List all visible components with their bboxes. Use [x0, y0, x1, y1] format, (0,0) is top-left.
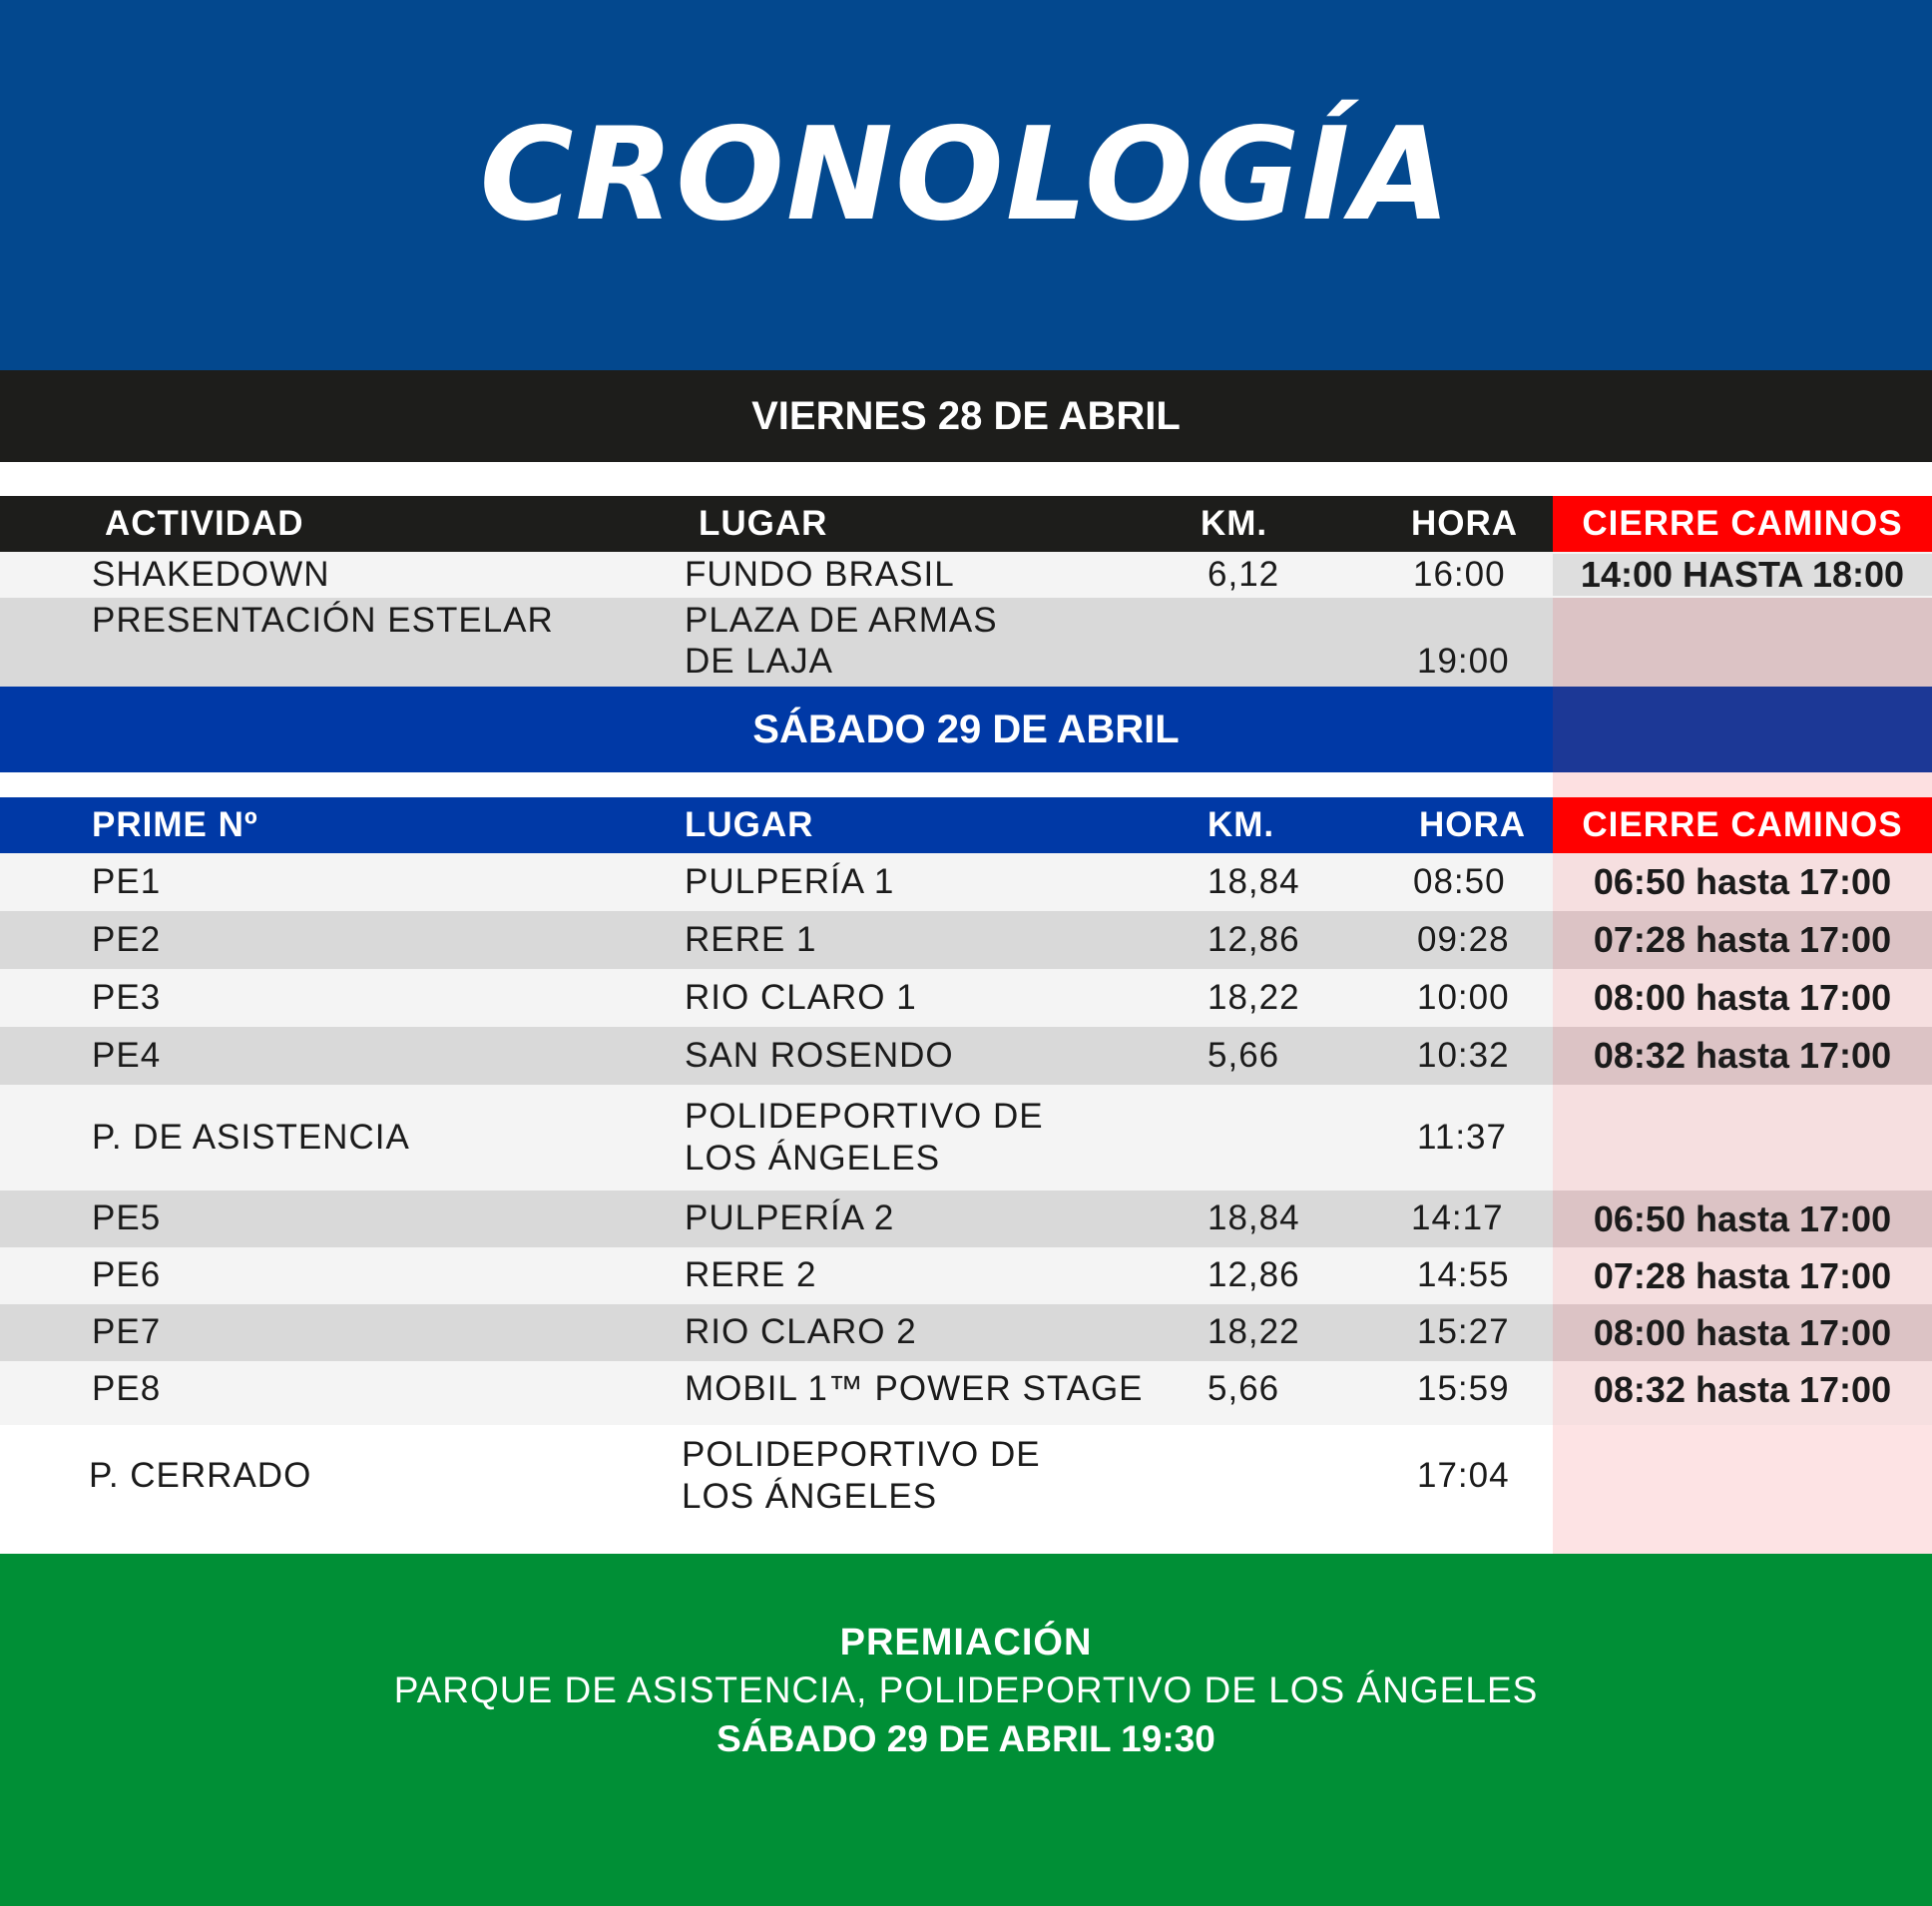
cell-cierre: 07:28 hasta 17:00 — [1553, 1247, 1932, 1304]
cell-cierre: 08:32 hasta 17:00 — [1553, 1027, 1932, 1085]
table-row — [0, 1425, 1932, 1554]
day2-bar-overlay — [1553, 687, 1932, 772]
cell-km: 18,84 — [1208, 1198, 1300, 1237]
table-row — [0, 853, 1932, 911]
header-hora: HORA — [1419, 805, 1527, 844]
cell-hora: 11:37 — [1417, 1118, 1507, 1157]
cell-km: 12,86 — [1208, 1255, 1300, 1294]
cell-lugar: RIO CLARO 2 — [685, 1312, 917, 1351]
table-row — [0, 911, 1932, 969]
table-row — [0, 1361, 1932, 1425]
premiacion-place: PARQUE DE ASISTENCIA, POLIDEPORTIVO DE LOS ÁNGELES — [393, 1669, 1539, 1710]
header-cierre-caminos: CIERRE CAMINOS — [1553, 496, 1932, 552]
cell-cierre: 07:28 hasta 17:00 — [1553, 911, 1932, 969]
day1-table-header — [0, 496, 1932, 552]
cell-hora: 14:55 — [1417, 1255, 1510, 1294]
cell-lugar-line2: LOS ÁNGELES — [682, 1477, 938, 1516]
cell-actividad: PRESENTACIÓN ESTELAR — [92, 601, 554, 640]
cell-km: 18,22 — [1208, 1312, 1300, 1351]
table-row — [0, 969, 1932, 1027]
cell-km: 12,86 — [1208, 920, 1300, 959]
cell-hora: 09:28 — [1417, 920, 1510, 959]
cell-cierre: 08:00 hasta 17:00 — [1553, 1304, 1932, 1361]
cell-prime: PE8 — [92, 1369, 162, 1408]
cell-actividad: SHAKEDOWN — [92, 555, 330, 594]
cell-prime: PE5 — [92, 1198, 162, 1237]
header-prime: PRIME Nº — [92, 805, 258, 844]
cell-cierre-empty — [1553, 1425, 1932, 1554]
cell-lugar: PULPERÍA 1 — [685, 862, 895, 901]
cell-cierre: 08:00 hasta 17:00 — [1553, 969, 1932, 1027]
header-actividad: ACTIVIDAD — [105, 504, 304, 543]
table-row — [0, 1027, 1932, 1085]
cell-km: 18,22 — [1208, 978, 1300, 1017]
cell-hora: 19:00 — [1417, 642, 1510, 681]
cell-hora: 10:00 — [1417, 978, 1510, 1017]
cell-km: 5,66 — [1208, 1036, 1280, 1075]
premiacion-panel — [0, 1554, 1932, 1906]
cell-cierre: 06:50 hasta 17:00 — [1553, 853, 1932, 911]
cell-hora: 08:50 — [1413, 862, 1506, 901]
cell-lugar: FUNDO BRASIL — [685, 555, 955, 594]
header-hora: HORA — [1411, 504, 1519, 543]
cell-lugar-line2: DE LAJA — [685, 642, 833, 681]
cell-prime: PE6 — [92, 1255, 162, 1294]
pink-column-strip — [1553, 772, 1932, 797]
table-row — [0, 1191, 1932, 1247]
cell-lugar: PULPERÍA 2 — [685, 1198, 895, 1237]
cell-prime: PE2 — [92, 920, 162, 959]
table-row — [0, 598, 1932, 687]
table-row — [0, 552, 1932, 598]
cell-cierre: 08:32 hasta 17:00 — [1553, 1361, 1932, 1425]
cell-lugar: RIO CLARO 1 — [685, 978, 917, 1017]
cell-hora: 15:27 — [1417, 1312, 1510, 1351]
cell-cierre: 06:50 hasta 17:00 — [1553, 1191, 1932, 1247]
cell-lugar: SAN ROSENDO — [685, 1036, 954, 1075]
day2-table-header — [0, 797, 1932, 853]
cell-prime: PE7 — [92, 1312, 162, 1351]
premiacion-title: PREMIACIÓN — [839, 1622, 1093, 1664]
cell-hora: 14:17 — [1411, 1198, 1504, 1237]
cell-prime: PE3 — [92, 978, 162, 1017]
cell-prime: PE1 — [92, 862, 162, 901]
cell-km: 6,12 — [1208, 555, 1280, 594]
table-row — [0, 1304, 1932, 1361]
cell-lugar: MOBIL 1™ POWER STAGE — [685, 1369, 1144, 1408]
table-row — [0, 1247, 1932, 1304]
cell-hora: 16:00 — [1413, 555, 1506, 594]
cell-lugar-line1: POLIDEPORTIVO DE — [685, 1097, 1044, 1136]
header-cierre-caminos: CIERRE CAMINOS — [1553, 797, 1932, 853]
cell-hora: 15:59 — [1417, 1369, 1510, 1408]
premiacion-date: SÁBADO 29 DE ABRIL 19:30 — [717, 1718, 1215, 1759]
cell-hora: 10:32 — [1417, 1036, 1510, 1075]
cell-lugar-line2: LOS ÁNGELES — [685, 1139, 941, 1178]
cell-cierre-empty — [1553, 1085, 1932, 1191]
cell-lugar-line1: PLAZA DE ARMAS — [685, 601, 998, 640]
cell-prime: P. CERRADO — [89, 1456, 312, 1495]
cell-km: 5,66 — [1208, 1369, 1280, 1408]
cell-lugar: RERE 1 — [685, 920, 817, 959]
page-title: CRONOLOGÍA — [479, 101, 1453, 249]
header-lugar: LUGAR — [699, 504, 828, 543]
header-lugar: LUGAR — [685, 805, 814, 844]
header-km: KM. — [1201, 504, 1268, 543]
day1-bar: VIERNES 28 DE ABRIL — [0, 370, 1932, 462]
cell-prime: P. DE ASISTENCIA — [92, 1118, 410, 1157]
cell-prime: PE4 — [92, 1036, 162, 1075]
day2-bar: SÁBADO 29 DE ABRIL — [0, 687, 1932, 772]
table-row — [0, 1085, 1932, 1191]
cell-lugar: RERE 2 — [685, 1255, 817, 1294]
cell-lugar-line1: POLIDEPORTIVO DE — [682, 1435, 1041, 1474]
cell-cierre: 14:00 HASTA 18:00 — [1553, 554, 1932, 596]
cell-cierre-empty — [1553, 598, 1932, 687]
header-km: KM. — [1208, 805, 1275, 844]
cell-km: 18,84 — [1208, 862, 1300, 901]
cell-hora: 17:04 — [1417, 1456, 1510, 1495]
